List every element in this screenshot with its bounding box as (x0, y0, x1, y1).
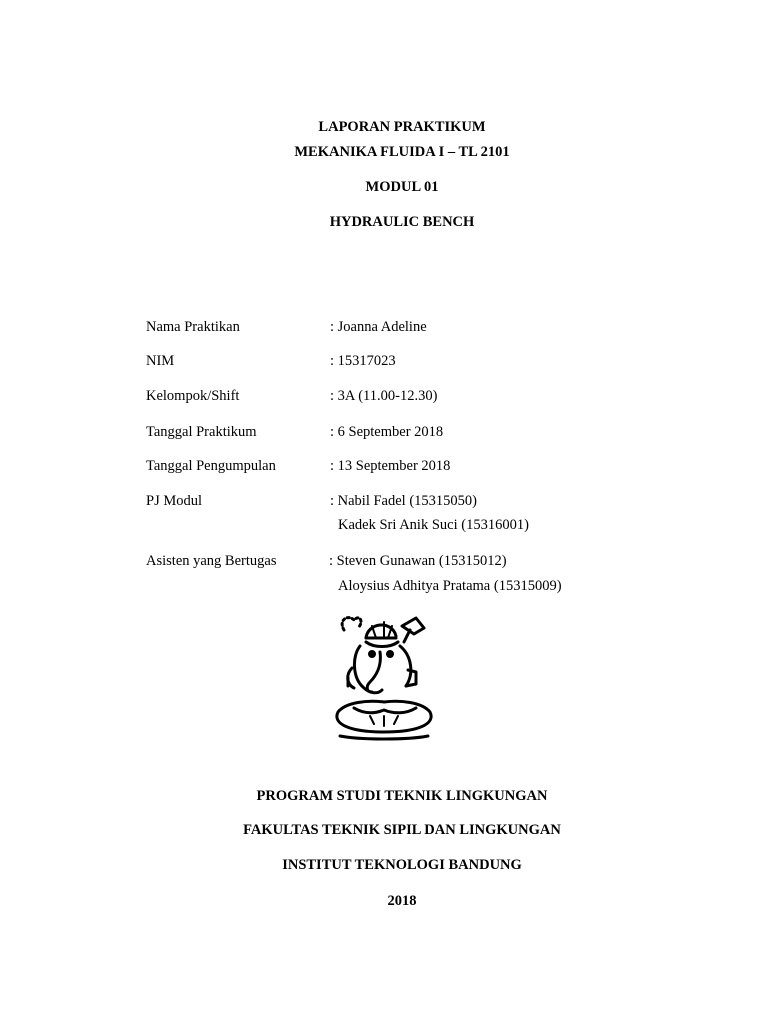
report-title: LAPORAN PRAKTIKUM (318, 119, 486, 135)
institute-name: INSTITUT TEKNOLOGI BANDUNG (282, 857, 522, 873)
value-tanggal-pengumpulan: : 13 September 2018 (330, 458, 451, 474)
label-kelompok-shift: Kelompok/Shift (146, 388, 240, 404)
label-tanggal-praktikum: Tanggal Praktikum (146, 424, 257, 440)
label-pj-modul: PJ Modul (146, 493, 203, 509)
value-pj-modul-1: : Nabil Fadel (15315050) (330, 493, 477, 509)
program-name: PROGRAM STUDI TEKNIK LINGKUNGAN (256, 788, 548, 804)
value-nama-praktikan: : Joanna Adeline (330, 319, 427, 335)
label-asisten: Asisten yang Bertugas (146, 553, 277, 569)
label-nim: NIM (146, 353, 175, 369)
itb-ganesha-logo-icon (330, 612, 438, 742)
value-kelompok-shift: : 3A (11.00-12.30) (330, 388, 438, 404)
report-year: 2018 (387, 893, 417, 909)
label-nama-praktikan: Nama Praktikan (146, 319, 240, 335)
course-title: MEKANIKA FLUIDA I – TL 2101 (294, 144, 510, 160)
module-number: MODUL 01 (365, 179, 439, 195)
value-nim: : 15317023 (330, 353, 396, 369)
value-tanggal-praktikum: : 6 September 2018 (330, 424, 444, 440)
value-pj-modul-2: Kadek Sri Anik Suci (15316001) (338, 517, 529, 533)
value-asisten-2: Aloysius Adhitya Pratama (15315009) (338, 578, 562, 594)
label-tanggal-pengumpulan: Tanggal Pengumpulan (146, 458, 276, 474)
faculty-name: FAKULTAS TEKNIK SIPIL DAN LINGKUNGAN (243, 822, 561, 838)
value-asisten-1: : Steven Gunawan (15315012) (329, 553, 507, 569)
module-subject: HYDRAULIC BENCH (329, 214, 475, 230)
